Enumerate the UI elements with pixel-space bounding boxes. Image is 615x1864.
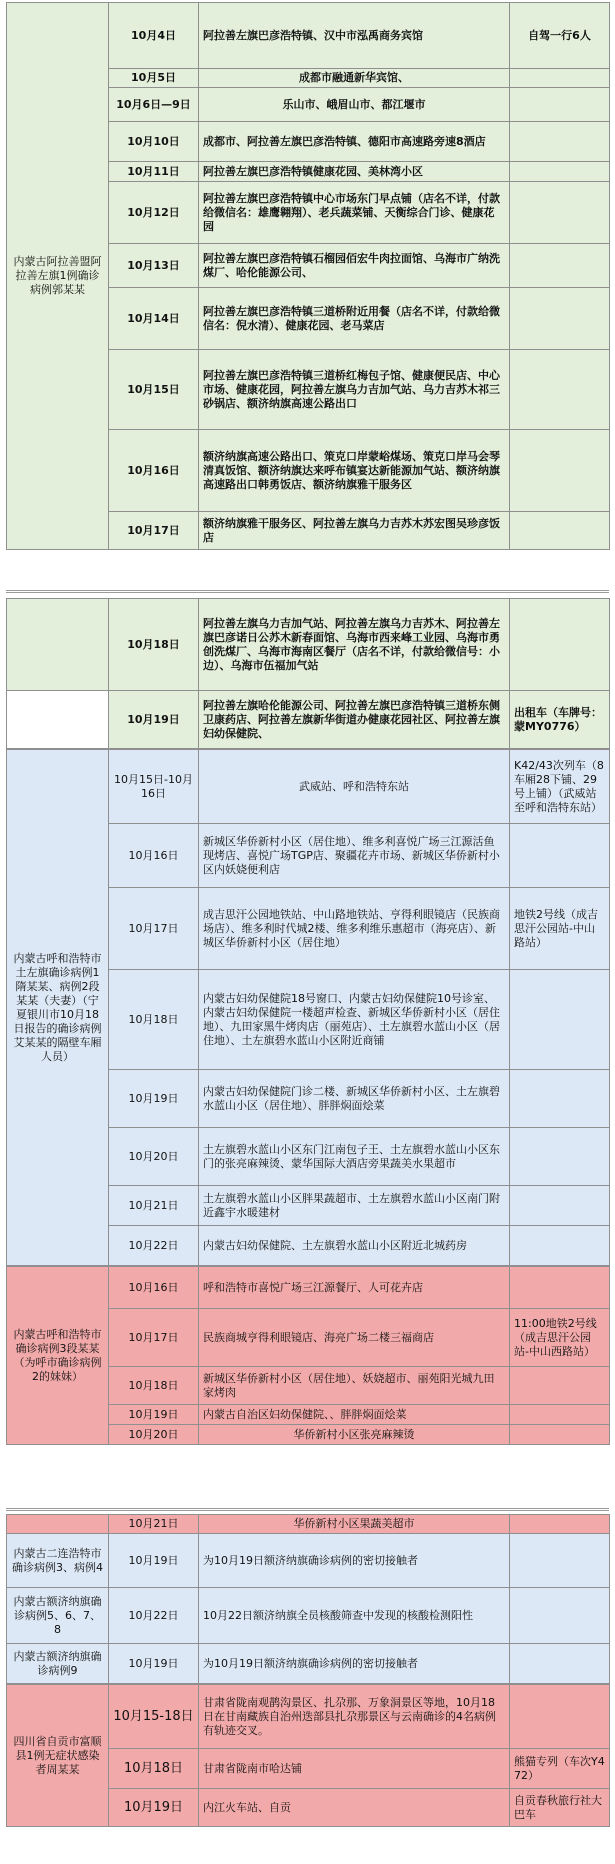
date-cell: 10月15日-10月16日 [109, 750, 199, 824]
transport-cell [510, 1515, 610, 1534]
itinerary-table-c [6, 749, 610, 1266]
transport-cell [510, 1367, 610, 1405]
transport-cell [510, 1267, 610, 1309]
transport-cell [510, 1644, 610, 1684]
date-cell: 10月11日 [109, 162, 199, 182]
date-cell: 10月16日 [109, 824, 199, 888]
places-cell: 新城区华侨新村小区（居住地）、维多利喜悦广场三江源活鱼现烤店、喜悦广场TGP店、聚疆花卉市场、新城区华侨新村小区内妖娆便利店 [199, 824, 510, 888]
transport-cell [510, 350, 610, 430]
person-cell [7, 1515, 109, 1534]
table-row [7, 1267, 610, 1309]
places-cell: 华侨新村小区张亮麻辣烫 [199, 1425, 510, 1445]
transport-cell [510, 1685, 610, 1749]
places-cell: 甘肃省陇南观鹊沟景区、扎尕那、万象洞景区等地，10月18日在甘南藏族自治州迭部县扎尕那景区与云南确诊的4名病例有轨迹交叉。 [199, 1685, 510, 1749]
date-cell: 10月19日 [109, 691, 199, 749]
table-row [7, 599, 610, 691]
places-cell: 土左旗碧水蓝山小区胖果蔬超市、土左旗碧水蓝山小区南门附近鑫宇水暖建材 [199, 1186, 510, 1226]
date-cell: 10月20日 [109, 1128, 199, 1186]
date-cell: 10月18日 [109, 599, 199, 691]
person-cell [7, 599, 109, 691]
places-cell: 10月22日额济纳旗全员核酸筛查中发现的核酸检测阳性 [199, 1588, 510, 1644]
transport-cell: 地铁2号线（成吉思汗公园站-中山路站） [510, 888, 610, 970]
date-cell: 10月10日 [109, 122, 199, 162]
itinerary-table-d [6, 1266, 610, 1445]
places-cell: 成都市、阿拉善左旗巴彦浩特镇、德阳市高速路旁速8酒店 [199, 122, 510, 162]
date-cell: 10月18日 [109, 1749, 199, 1789]
date-cell: 10月20日 [109, 1425, 199, 1445]
date-cell: 10月18日 [109, 1367, 199, 1405]
date-cell: 10月19日 [109, 1534, 199, 1588]
date-cell: 10月17日 [109, 888, 199, 970]
itinerary-table-e [6, 1514, 610, 1684]
date-cell: 10月14日 [109, 288, 199, 350]
transport-cell [510, 1588, 610, 1644]
date-cell: 10月17日 [109, 1309, 199, 1367]
transport-cell [510, 162, 610, 182]
transport-cell [510, 1534, 610, 1588]
table-row [7, 1685, 610, 1749]
table-row [7, 1534, 610, 1588]
date-cell: 10月15-18日 [109, 1685, 199, 1749]
places-cell: 新城区华侨新村小区（居住地）、妖娆超市、丽苑阳光城九田家烤肉 [199, 1367, 510, 1405]
person-cell: 四川省自贡市富顺县1例无症状感染者周某某 [7, 1685, 109, 1827]
transport-cell: 自贡春秋旅行社大巴车 [510, 1789, 610, 1827]
person-cell: 内蒙古呼和浩特市确诊病例3段某某（为呼市确诊病例2的妹妹） [7, 1267, 109, 1445]
person-cell [7, 691, 109, 749]
transport-cell [510, 1425, 610, 1445]
places-cell: 为10月19日额济纳旗确诊病例的密切接触者 [199, 1644, 510, 1684]
date-cell: 10月16日 [109, 430, 199, 512]
date-cell: 10月4日 [109, 3, 199, 69]
places-cell: 阿拉善左旗巴彦浩特镇健康花园、美林湾小区 [199, 162, 510, 182]
places-cell: 成吉思汗公园地铁站、中山路地铁站、亨得利眼镜店（民族商场店）、维多利时代城2楼、维多利维乐惠超市（海亮店）、新城区华侨新村小区（居住地） [199, 888, 510, 970]
places-cell: 民族商城亨得利眼镜店、海亮广场二楼三福商店 [199, 1309, 510, 1367]
transport-cell [510, 288, 610, 350]
table-section-e [6, 1514, 609, 1827]
table-section-b [6, 598, 609, 1445]
places-cell: 为10月19日额济纳旗确诊病例的密切接触者 [199, 1534, 510, 1588]
transport-cell [510, 1405, 610, 1425]
person-cell: 内蒙古二连浩特市确诊病例3、病例4 [7, 1534, 109, 1588]
transport-cell [510, 1128, 610, 1186]
places-cell: 内蒙古妇幼保健院门诊二楼、新城区华侨新村小区、土左旗碧水蓝山小区（居住地）、胖胖焖面烩菜 [199, 1070, 510, 1128]
transport-cell [510, 69, 610, 88]
transport-cell [510, 182, 610, 244]
places-cell: 阿拉善左旗巴彦浩特镇三道桥红梅包子馆、健康便民店、中心市场、健康花园，阿拉善左旗乌力吉加气站、乌力吉苏木祁三砂锅店、额济纳旗高速公路出口 [199, 350, 510, 430]
person-cell: 内蒙古额济纳旗确诊病例9 [7, 1644, 109, 1684]
places-cell: 内蒙古妇幼保健院、土左旗碧水蓝山小区附近北城药房 [199, 1226, 510, 1266]
places-cell: 呼和浩特市喜悦广场三江源餐厅、人可花卉店 [199, 1267, 510, 1309]
transport-cell: 11:00地铁2号线（成吉思汗公园站-中山西路站） [510, 1309, 610, 1367]
date-cell: 10月22日 [109, 1588, 199, 1644]
date-cell: 10月6日—9日 [109, 88, 199, 122]
places-cell: 阿拉善左旗哈伦能源公司、阿拉善左旗巴彦浩特镇三道桥东侧卫康药店、阿拉善左旗新华街道办健康花园社区、阿拉善左旗妇幼保健院、 [199, 691, 510, 749]
person-cell: 内蒙古额济纳旗确诊病例5、6、7、8 [7, 1588, 109, 1644]
table-section-a [6, 2, 609, 550]
places-cell: 内江火车站、自贡 [199, 1789, 510, 1827]
places-cell: 乐山市、峨眉山市、都江堰市 [199, 88, 510, 122]
page-break-divider [6, 1508, 609, 1511]
places-cell: 甘肃省陇南市哈达铺 [199, 1749, 510, 1789]
table-row [7, 1515, 610, 1534]
transport-cell [510, 122, 610, 162]
itinerary-table-b [6, 598, 610, 749]
transport-cell [510, 1186, 610, 1226]
transport-cell [510, 970, 610, 1070]
transport-cell: 出租车（车牌号：蒙MY0776） [510, 691, 610, 749]
transport-cell [510, 599, 610, 691]
transport-cell: 熊猫专列（车次Y472） [510, 1749, 610, 1789]
date-cell: 10月19日 [109, 1070, 199, 1128]
transport-cell [510, 824, 610, 888]
table-row [7, 1644, 610, 1684]
places-cell: 阿拉善左旗巴彦浩特镇中心市场东门早点铺（店名不详，付款给微信名：雄鹰翱翔）、老兵蔬菜铺、天衡综合门诊、健康花园 [199, 182, 510, 244]
places-cell: 额济纳旗雅干服务区、阿拉善左旗乌力吉苏木苏宏图吴珍彦饭店 [199, 512, 510, 550]
places-cell: 阿拉善左旗乌力吉加气站、阿拉善左旗乌力吉苏木、阿拉善左旗巴彦诺日公苏木新春面馆、乌海市西来峰工业园、乌海市勇创洗煤厂、乌海市海南区餐厅（店名不详，付款给微信号：小边）、乌海市伍福加气站 [199, 599, 510, 691]
date-cell: 10月18日 [109, 970, 199, 1070]
places-cell: 土左旗碧水蓝山小区东门江南包子王、土左旗碧水蓝山小区东门的张亮麻辣烫、蒙华国际大酒店旁果蔬美水果超市 [199, 1128, 510, 1186]
date-cell: 10月22日 [109, 1226, 199, 1266]
date-cell: 10月5日 [109, 69, 199, 88]
table-row [7, 1588, 610, 1644]
transport-cell: 自驾一行6人 [510, 3, 610, 69]
date-cell: 10月19日 [109, 1644, 199, 1684]
itinerary-table-f [6, 1684, 610, 1827]
places-cell: 额济纳旗高速公路出口、策克口岸蒙峪煤场、策克口岸马会琴清真饭馆、额济纳旗达来呼布镇宴达新能源加气站、额济纳旗高速路出口韩勇饭店、额济纳旗雅干服务区 [199, 430, 510, 512]
transport-cell [510, 244, 610, 288]
date-cell: 10月15日 [109, 350, 199, 430]
date-cell: 10月16日 [109, 1267, 199, 1309]
date-cell: 10月21日 [109, 1515, 199, 1534]
date-cell: 10月17日 [109, 512, 199, 550]
places-cell: 成都市融通新华宾馆、 [199, 69, 510, 88]
transport-cell [510, 88, 610, 122]
places-cell: 阿拉善左旗巴彦浩特镇、汉中市泓禹商务宾馆 [199, 3, 510, 69]
places-cell: 阿拉善左旗巴彦浩特镇石榴园佰宏牛肉拉面馆、乌海市广纳洗煤厂、哈伦能源公司、 [199, 244, 510, 288]
person-cell: 内蒙古呼和浩特市土左旗确诊病例1隋某某、病例2段某某（夫妻）（宁夏银川市10月18日报告的确诊病例艾某某的隔壁车厢人员） [7, 750, 109, 1266]
transport-cell [510, 1226, 610, 1266]
itinerary-table-a [6, 2, 610, 550]
person-cell: 内蒙古阿拉善盟阿拉善左旗1例确诊病例郭某某 [7, 3, 109, 550]
places-cell: 内蒙古自治区妇幼保健院、、胖胖焖面烩菜 [199, 1405, 510, 1425]
table-row [7, 3, 610, 69]
places-cell: 阿拉善左旗巴彦浩特镇三道桥附近用餐（店名不详，付款给微信名：倪水清）、健康花园、老马菜店 [199, 288, 510, 350]
date-cell: 10月19日 [109, 1789, 199, 1827]
places-cell: 内蒙古妇幼保健院18号窗口、内蒙古妇幼保健院10号诊室、内蒙古妇幼保健院一楼超声检查、新城区华侨新村小区（居住地）、九田家黑牛烤肉店（丽苑店）、土左旗碧水蓝山小区（居住地）、土左旗碧水蓝山小区附近商铺 [199, 970, 510, 1070]
table-row [7, 750, 610, 824]
table-row [7, 691, 610, 749]
transport-cell [510, 1070, 610, 1128]
page-break-divider [6, 590, 609, 593]
date-cell: 10月21日 [109, 1186, 199, 1226]
transport-cell: K42/43次列车（8车厢28下铺、29号上铺）（武威站至呼和浩特东站） [510, 750, 610, 824]
date-cell: 10月12日 [109, 182, 199, 244]
places-cell: 武威站、呼和浩特东站 [199, 750, 510, 824]
transport-cell [510, 512, 610, 550]
places-cell: 华侨新村小区果蔬美超市 [199, 1515, 510, 1534]
date-cell: 10月19日 [109, 1405, 199, 1425]
transport-cell [510, 430, 610, 512]
date-cell: 10月13日 [109, 244, 199, 288]
